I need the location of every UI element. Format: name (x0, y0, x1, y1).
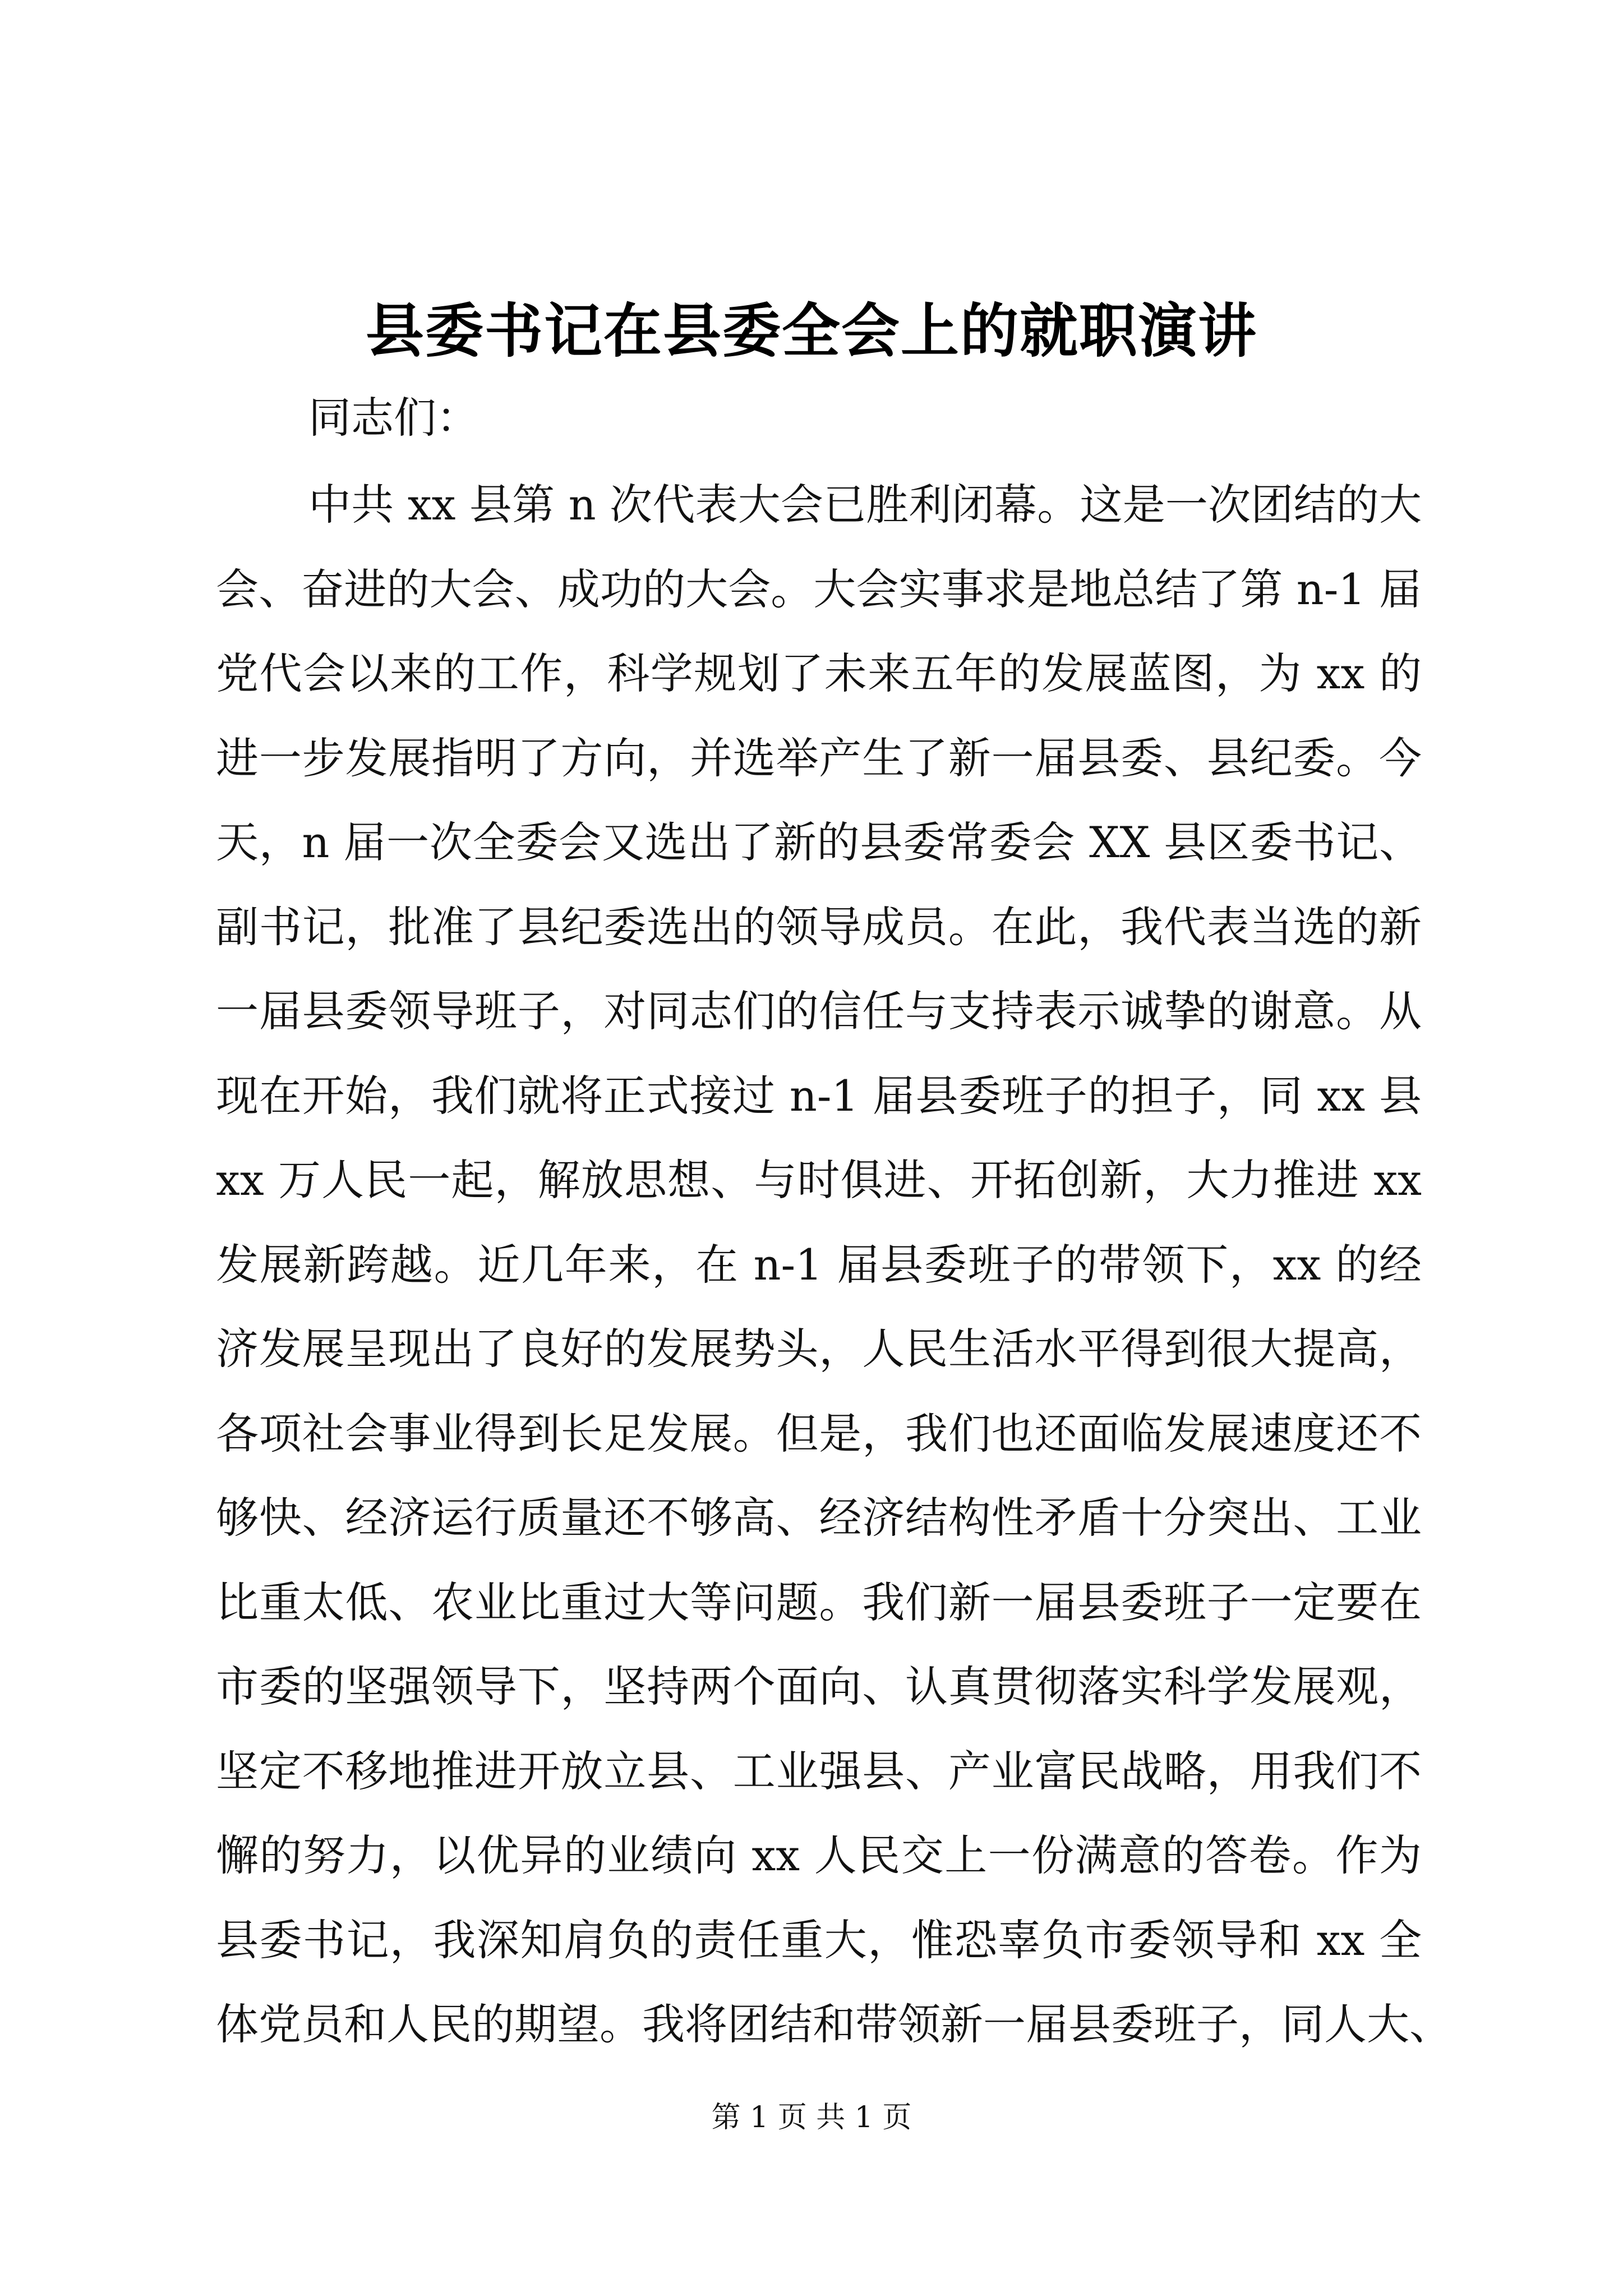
body-line: 够快、经济运行质量还不够高、经济结构性矛盾十分突出、工业 (216, 1493, 1422, 1543)
page-footer: 第 1 页 共 1 页 (711, 2101, 912, 2134)
body-line: 济发展呈现出了良好的发展势头，人民生活水平得到很大提高， (216, 1324, 1422, 1374)
body-line: 坚定不移地推进开放立县、工业强县、产业富民战略，用我们不 (216, 1746, 1422, 1796)
body-line: 副书记，批准了县纪委选出的领导成员。在此，我代表当选的新 (216, 901, 1422, 952)
body-line: 体党员和人民的期望。我将团结和带领新一届县委班子，同人大、 (216, 1999, 1452, 2049)
document-title: 县委书记在县委全会上的就职演讲 (365, 296, 1257, 365)
body-line: 各项社会事业得到长足发展。但是，我们也还面临发展速度还不 (216, 1408, 1422, 1458)
body-line: 懈的努力，以优异的业绩向 xx 人民交上一份满意的答卷。作为 (216, 1830, 1422, 1880)
body-line: 比重太低、农业比重过大等问题。我们新一届县委班子一定要在 (216, 1577, 1422, 1627)
body-line: 发展新跨越。近几年来，在 n-1 届县委班子的带领下，xx 的经 (216, 1239, 1422, 1290)
body-line: 县委书记，我深知肩负的责任重大，惟恐辜负市委领导和 xx 全 (216, 1915, 1422, 1965)
body-line: 一届县委领导班子，对同志们的信任与支持表示诚挚的谢意。从 (216, 986, 1422, 1036)
body-line: 党代会以来的工作，科学规划了未来五年的发展蓝图，为 xx 的 (216, 648, 1422, 698)
body-line: 会、奋进的大会、成功的大会。大会实事求是地总结了第 n-1 届 (216, 564, 1422, 614)
body-line: 市委的坚强领导下，坚持两个面向、认真贯彻落实科学发展观， (216, 1662, 1422, 1711)
body-line: xx 万人民一起，解放思想、与时俱进、开拓创新，大力推进 xx (216, 1155, 1422, 1205)
body-line: 现在开始，我们就将正式接过 n-1 届县委班子的担子，同 xx 县 (216, 1070, 1422, 1121)
body-line: 天，n 届一次全委会又选出了新的县委常委会 XX 县区委书记、 (216, 817, 1422, 867)
salutation: 同志们： (308, 393, 479, 443)
body-line: 中共 xx 县第 n 次代表大会已胜利闭幕。这是一次团结的大 (308, 480, 1422, 530)
body-line: 进一步发展指明了方向，并选举产生了新一届县委、县纪委。今 (216, 733, 1422, 783)
